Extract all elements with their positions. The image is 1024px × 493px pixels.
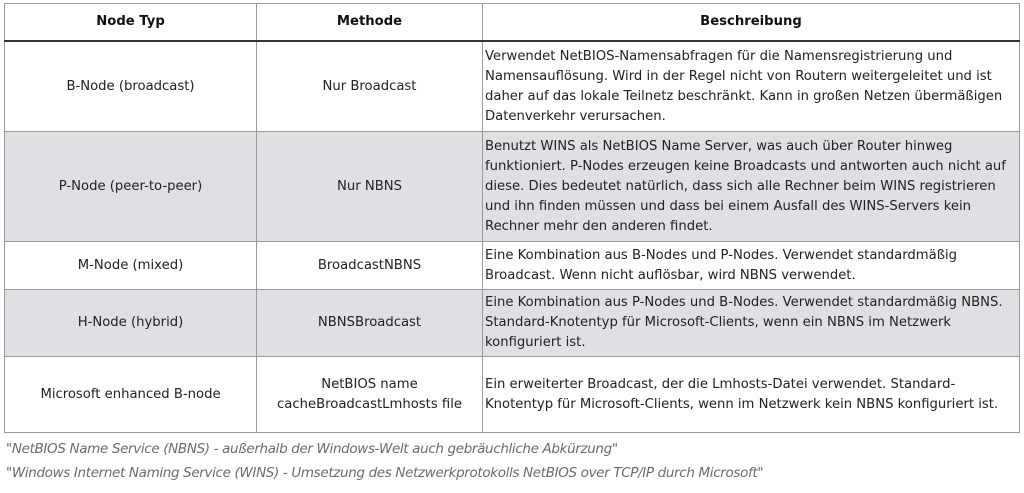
column-header-description: Beschreibung bbox=[483, 4, 1020, 42]
cell-method-line-2: cacheBroadcastLmhosts file bbox=[277, 396, 462, 412]
cell-method: NBNSBroadcast bbox=[257, 290, 483, 357]
cell-method bbox=[257, 357, 483, 433]
cell-description: Eine Kombination aus P-Nodes und B-Nodes. Verwendet standardmäßig NBNS. Standard-Knotentyp für Microsoft-Clients, wenn ein NBNS im Netzwerk konfiguriert ist. bbox=[483, 290, 1020, 357]
table-row bbox=[5, 290, 1020, 357]
cell-node-type: M-Node (mixed) bbox=[5, 242, 257, 290]
cell-method-line-1: NetBIOS name bbox=[321, 376, 418, 392]
table-row bbox=[5, 357, 1020, 433]
footnote-nbns: "NetBIOS Name Service (NBNS) - außerhalb der Windows-Welt auch gebräuchliche Abkürzung" bbox=[6, 441, 618, 457]
cell-description: Ein erweiterter Broadcast, der die Lmhosts-Datei verwendet. Standard-Knotentyp für Microsoft-Clients, wenn im Netzwerk kein NBNS konfiguriert ist. bbox=[483, 357, 1020, 433]
cell-description: Verwendet NetBIOS-Namensabfragen für die Namensregistrierung und Namensauflösung. Wird in der Regel nicht von Routern weitergeleitet und ist daher auf das lokale Teilnetz beschränkt. Kann in großen Netzen übermäßigen Datenverkehr verursachen. bbox=[483, 41, 1020, 132]
cell-node-type: P-Node (peer-to-peer) bbox=[5, 132, 257, 242]
table-row bbox=[5, 132, 1020, 242]
column-header-method: Methode bbox=[257, 4, 483, 42]
cell-description: Benutzt WINS als NetBIOS Name Server, was auch über Router hinweg funktioniert. P-Nodes erzeugen keine Broadcasts und antworten auch nicht auf diese. Dies bedeutet natürlich, dass sich alle Rechner beim WINS registrieren und ihn finden müssen und dass bei einem Ausfall des WINS-Servers kein Rechner mehr den anderen findet. bbox=[483, 132, 1020, 242]
cell-method: Nur NBNS bbox=[257, 132, 483, 242]
column-header-node-type: Node Typ bbox=[5, 4, 257, 42]
cell-description: Eine Kombination aus B-Nodes und P-Nodes. Verwendet standardmäßig Broadcast. Wenn nicht auflösbar, wird NBNS verwendet. bbox=[483, 242, 1020, 290]
cell-node-type: H-Node (hybrid) bbox=[5, 290, 257, 357]
table-row bbox=[5, 242, 1020, 290]
node-type-table bbox=[4, 3, 1020, 433]
table-row bbox=[5, 41, 1020, 132]
cell-method: Nur Broadcast bbox=[257, 41, 483, 132]
cell-node-type: B-Node (broadcast) bbox=[5, 41, 257, 132]
footnotes bbox=[6, 437, 763, 485]
cell-node-type: Microsoft enhanced B-node bbox=[5, 357, 257, 433]
footnote-wins: "Windows Internet Naming Service (WINS) - Umsetzung des Netzwerkprotokolls NetBIOS over TCP/IP durch Microsoft" bbox=[6, 465, 764, 481]
cell-method: BroadcastNBNS bbox=[257, 242, 483, 290]
table-header-row bbox=[5, 4, 1020, 42]
